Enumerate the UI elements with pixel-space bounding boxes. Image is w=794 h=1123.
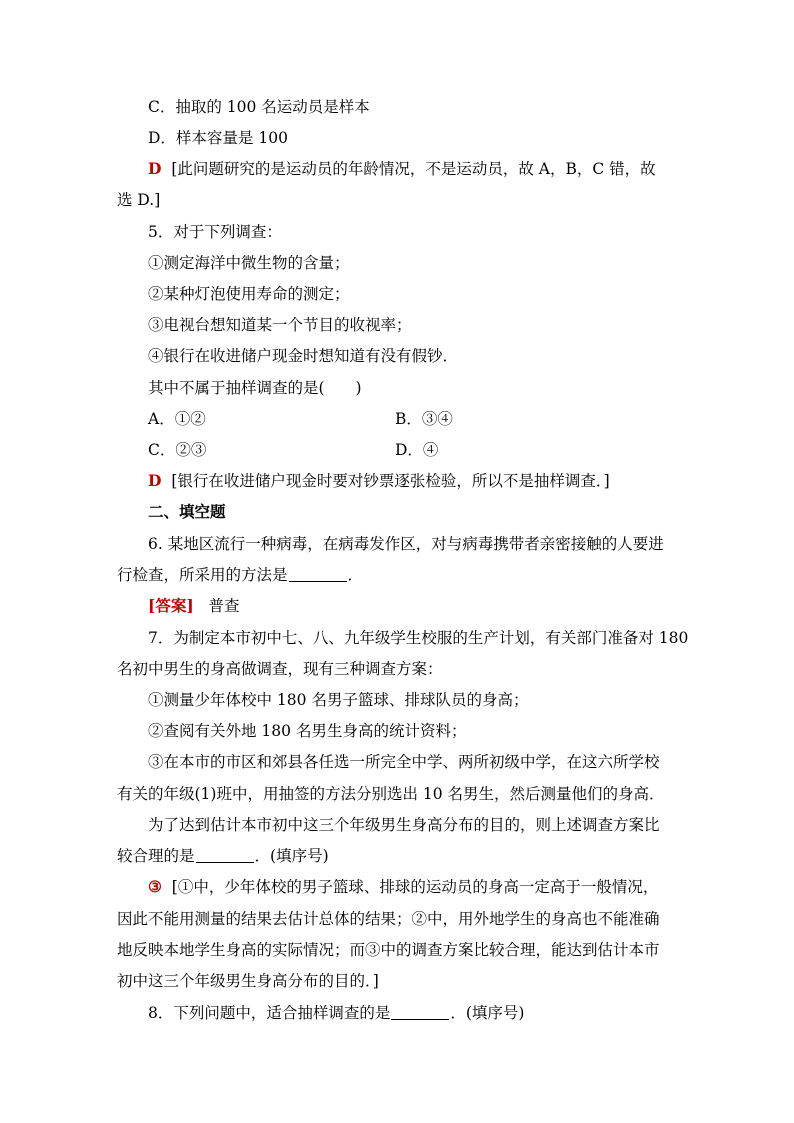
q6-stem-2b: ． bbox=[347, 566, 364, 584]
q7-item-2: ②查阅有关外地 180 名男生身高的统计资料； bbox=[148, 722, 467, 740]
q7-item-3-2: 有关的年级(1)班中，用抽签的方法分别选出 10 名男生，然后测量他们的身高． bbox=[117, 785, 665, 803]
section-heading: 二、填空题 bbox=[148, 502, 226, 521]
q5-question: 其中不属于抽样调查的是( ) bbox=[148, 379, 362, 397]
q8-stem-a: 8．下列问题中，适合抽样调查的是 bbox=[148, 1004, 391, 1022]
q7-ask-1: 为了达到估计本市初中这三个年级男生身高分布的目的，则上述调查方案比 bbox=[148, 816, 660, 834]
q6-answer-line bbox=[148, 595, 239, 617]
q8-stem-b: ．(填序号) bbox=[450, 1004, 525, 1022]
q4-solution-line-1 bbox=[148, 158, 656, 180]
q5-item-3: ③电视台想知道某一个节目的收视率； bbox=[148, 316, 412, 334]
q5-option-b: B．③④ bbox=[395, 410, 453, 428]
q7-stem-1: 7．为制定本市初中七、八、九年级学生校服的生产计划，有关部门准备对 180 bbox=[148, 629, 689, 647]
q5-option-d: D．④ bbox=[395, 441, 439, 459]
answer-blank bbox=[196, 848, 254, 863]
q7-explanation-4: 初中这三个年级男生身高分布的目的．] bbox=[117, 972, 379, 990]
q4-explanation-2: 选 D.] bbox=[117, 191, 161, 209]
q4-option-d: D．样本容量是 100 bbox=[148, 129, 288, 147]
answer-blank bbox=[289, 567, 347, 582]
q7-ask-2b: ．(填序号) bbox=[254, 847, 329, 865]
answer-blank bbox=[391, 1005, 449, 1020]
q6-answer: 普查 bbox=[208, 597, 240, 615]
q7-explanation-1: [①中，少年体校的男子篮球、排球的运动员的身高一定高于一般情况， bbox=[171, 878, 659, 896]
q5-option-c: C．②③ bbox=[148, 441, 207, 459]
q6-stem-2a: 行检查，所采用的方法是 bbox=[117, 566, 288, 584]
q6-stem-2 bbox=[117, 564, 363, 586]
q7-explanation-3: 地反映本地学生身高的实际情况；而③中的调查方案比较合理，能达到估计本市 bbox=[117, 941, 660, 959]
q6-stem-1: 6. 某地区流行一种病毒，在病毒发作区，对与病毒携带者亲密接触的人要进 bbox=[148, 535, 664, 553]
q7-stem-2: 名初中男生的身高做调查，现有三种调查方案： bbox=[117, 660, 443, 678]
q5-answer: D bbox=[148, 471, 162, 490]
q7-solution-1 bbox=[148, 876, 658, 898]
q5-solution bbox=[148, 470, 610, 492]
q5-option-a: A．①② bbox=[148, 410, 206, 428]
q4-explanation-1: [此问题研究的是运动员的年龄情况，不是运动员，故 A，B，C 错，故 bbox=[171, 160, 656, 178]
q7-item-3-1: ③在本市的市区和郊县各任选一所完全中学、两所初级中学，在这六所学校 bbox=[148, 753, 660, 771]
q7-ask-2a: 较合理的是 bbox=[117, 847, 195, 865]
q8-stem bbox=[148, 1002, 524, 1024]
q7-ask-2 bbox=[117, 845, 329, 867]
q4-answer: D bbox=[148, 159, 162, 178]
q7-answer: ③ bbox=[148, 877, 162, 896]
q7-item-1: ①测量少年体校中 180 名男子篮球、排球队员的身高； bbox=[148, 691, 529, 709]
q5-item-4: ④银行在收进储户现金时想知道有没有假钞． bbox=[148, 347, 459, 365]
q4-option-c: C．抽取的 100 名运动员是样本 bbox=[148, 98, 370, 116]
q5-explanation: [银行在收进储户现金时要对钞票逐张检验，所以不是抽样调查．] bbox=[171, 472, 610, 490]
answer-tag: [答案] bbox=[148, 596, 194, 615]
q5-stem: 5．对于下列调查： bbox=[148, 223, 282, 241]
q5-item-2: ②某种灯泡使用寿命的测定； bbox=[148, 285, 350, 303]
q5-item-1: ①测定海洋中微生物的含量； bbox=[148, 254, 350, 272]
q7-explanation-2: 因此不能用测量的结果去估计总体的结果；②中，用外地学生的身高也不能准确 bbox=[117, 910, 660, 928]
